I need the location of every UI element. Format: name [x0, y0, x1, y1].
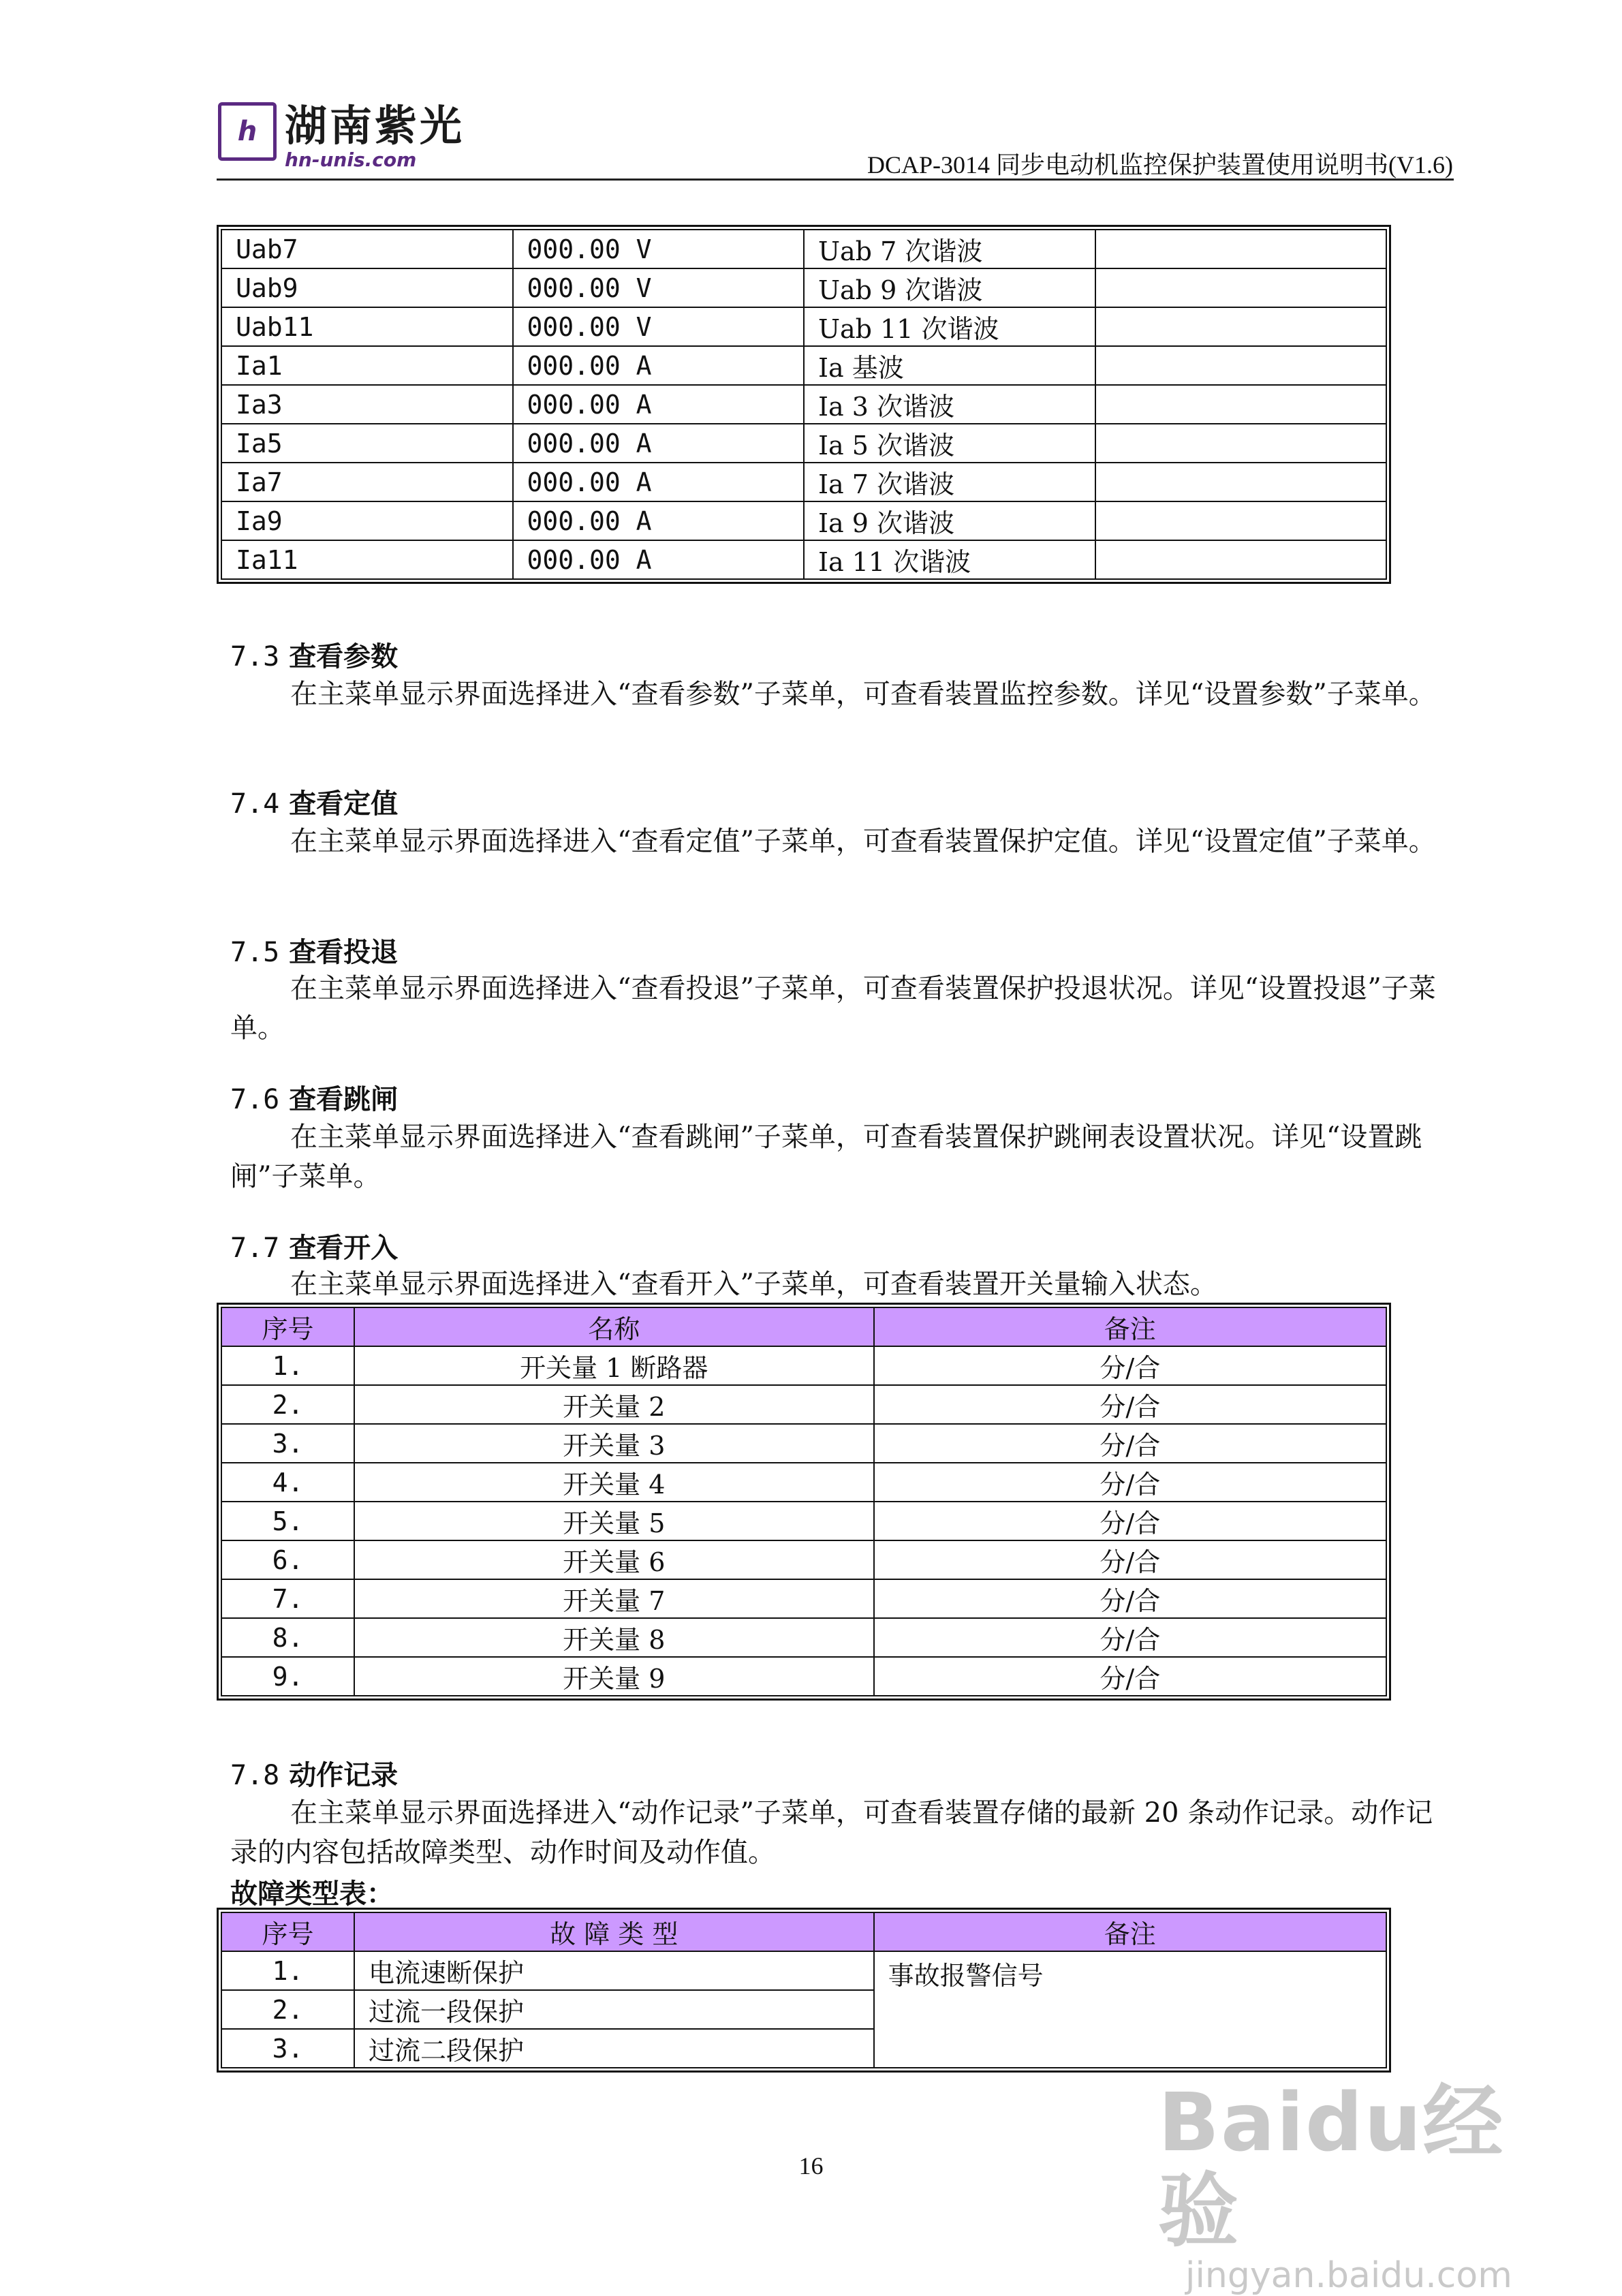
table-header-row: [221, 1307, 1386, 1346]
column-header-note: 备注: [874, 1912, 1386, 1951]
table-row: [221, 424, 1386, 463]
remark-cell: [1095, 540, 1387, 579]
section-7-5-text: 在主菜单显示界面选择进入“查看投退”子菜单，可查看装置保护投退状况。详见“设置投退”子菜单。: [230, 973, 1436, 1044]
signal-name-cell: Uab11: [221, 307, 513, 346]
description-cell: Ia 11 次谐波: [804, 540, 1095, 579]
remark-cell: [1095, 385, 1387, 424]
table-row: [221, 385, 1386, 424]
section-number: 7.3: [230, 641, 280, 672]
name-cell: 开关量 9: [354, 1657, 874, 1696]
table-row: [221, 346, 1386, 385]
value-cell: 000.00 A: [513, 346, 805, 385]
signal-name-cell: Ia3: [221, 385, 513, 424]
index-cell: 1.: [221, 1951, 354, 1990]
section-number: 7.6: [230, 1084, 280, 1115]
table-header-row: [221, 1912, 1386, 1951]
table-row: [221, 1385, 1386, 1424]
index-cell: 2.: [221, 1990, 354, 2029]
column-header-index: 序号: [221, 1307, 354, 1346]
index-cell: 3.: [221, 2029, 354, 2068]
column-header-index: 序号: [221, 1912, 354, 1951]
remark-cell: [1095, 346, 1387, 385]
section-7-3-title: [230, 635, 398, 674]
section-7-5-title: [230, 931, 398, 969]
note-cell: 分/合: [874, 1618, 1386, 1657]
value-cell: 000.00 A: [513, 385, 805, 424]
table-row: [221, 230, 1386, 268]
note-cell: 分/合: [874, 1385, 1386, 1424]
fault-type-cell: 电流速断保护: [354, 1951, 874, 1990]
section-number: 7.7: [230, 1232, 280, 1264]
table-row: [221, 540, 1386, 579]
description-cell: Ia 3 次谐波: [804, 385, 1095, 424]
index-cell: 1.: [221, 1346, 354, 1385]
note-cell: 分/合: [874, 1424, 1386, 1463]
fault-table-label: 故障类型表：: [230, 1878, 394, 1910]
section-7-7-text: 在主菜单显示界面选择进入“查看开入”子菜单，可查看装置开关量输入状态。: [290, 1269, 1217, 1300]
index-cell: 2.: [221, 1385, 354, 1424]
note-cell: 分/合: [874, 1657, 1386, 1696]
column-header-note: 备注: [874, 1307, 1386, 1346]
signal-name-cell: Uab7: [221, 230, 513, 268]
section-7-4-text: 在主菜单显示界面选择进入“查看定值”子菜单，可查看装置保护定值。详见“设置定值”子菜单。: [290, 826, 1436, 857]
company-name: 湖南紫光: [285, 101, 465, 151]
fault-type-cell: 过流一段保护: [354, 1990, 874, 2029]
remark-cell: [1095, 501, 1387, 540]
section-heading: 动作记录: [289, 1759, 399, 1791]
section-heading: 查看投退: [289, 936, 399, 968]
column-header-name: 名称: [354, 1307, 874, 1346]
description-cell: Ia 9 次谐波: [804, 501, 1095, 540]
table-row: [221, 1657, 1386, 1696]
name-cell: 开关量 2: [354, 1385, 874, 1424]
table-row: [221, 463, 1386, 501]
index-cell: 4.: [221, 1463, 354, 1502]
index-cell: 6.: [221, 1540, 354, 1579]
remark-cell: [1095, 463, 1387, 501]
section-7-6-title: [230, 1078, 398, 1117]
value-cell: 000.00 A: [513, 463, 805, 501]
section-number: 7.5: [230, 937, 280, 968]
section-7-8-title: [230, 1754, 398, 1793]
value-cell: 000.00 A: [513, 424, 805, 463]
name-cell: 开关量 3: [354, 1424, 874, 1463]
remark-cell: [1095, 307, 1387, 346]
table-row: [221, 1502, 1386, 1540]
signal-name-cell: Ia7: [221, 463, 513, 501]
note-cell: 事故报警信号: [874, 1951, 1386, 2068]
name-cell: 开关量 6: [354, 1540, 874, 1579]
section-heading: 查看开入: [289, 1232, 399, 1264]
name-cell: 开关量 8: [354, 1618, 874, 1657]
table-row: [221, 307, 1386, 346]
note-cell: 分/合: [874, 1463, 1386, 1502]
table-row: [221, 1579, 1386, 1618]
table-row: [221, 501, 1386, 540]
header-divider: [217, 179, 1454, 181]
table-row: [221, 1951, 1386, 1990]
description-cell: Ia 7 次谐波: [804, 463, 1095, 501]
table-row: [221, 1618, 1386, 1657]
index-cell: 8.: [221, 1618, 354, 1657]
name-cell: 开关量 1 断路器: [354, 1346, 874, 1385]
table-row: [221, 268, 1386, 307]
name-cell: 开关量 5: [354, 1502, 874, 1540]
section-number: 7.8: [230, 1760, 280, 1791]
section-7-3-text: 在主菜单显示界面选择进入“查看参数”子菜单，可查看装置监控参数。详见“设置参数”子菜单。: [290, 679, 1436, 710]
note-cell: 分/合: [874, 1502, 1386, 1540]
description-cell: Ia 基波: [804, 346, 1095, 385]
watermark-url: jingyan.baidu.com: [1185, 2255, 1512, 2296]
fault-type-table: [217, 1908, 1391, 2073]
section-7-6-text: 在主菜单显示界面选择进入“查看跳闸”子菜单，可查看装置保护跳闸表设置状况。详见“设置跳闸”子菜单。: [230, 1121, 1422, 1192]
value-cell: 000.00 V: [513, 230, 805, 268]
table-row: [221, 1540, 1386, 1579]
index-cell: 5.: [221, 1502, 354, 1540]
name-cell: 开关量 7: [354, 1579, 874, 1618]
signal-name-cell: Ia1: [221, 346, 513, 385]
value-cell: 000.00 V: [513, 307, 805, 346]
value-cell: 000.00 A: [513, 540, 805, 579]
table-row: [221, 1346, 1386, 1385]
description-cell: Ia 5 次谐波: [804, 424, 1095, 463]
note-cell: 分/合: [874, 1579, 1386, 1618]
section-heading: 查看跳闸: [289, 1083, 399, 1115]
baidu-watermark: [1158, 2075, 1567, 2296]
section-heading: 查看定值: [289, 788, 399, 820]
watermark-logo-text: Baidu经验: [1158, 2075, 1505, 2258]
harmonic-table: [217, 225, 1391, 584]
description-cell: Uab 9 次谐波: [804, 268, 1095, 307]
signal-name-cell: Uab9: [221, 268, 513, 307]
page-number: 16: [798, 2152, 824, 2179]
section-number: 7.4: [230, 788, 280, 820]
signal-name-cell: Ia5: [221, 424, 513, 463]
description-cell: Uab 7 次谐波: [804, 230, 1095, 268]
signal-name-cell: Ia9: [221, 501, 513, 540]
fault-type-cell: 过流二段保护: [354, 2029, 874, 2068]
note-cell: 分/合: [874, 1346, 1386, 1385]
remark-cell: [1095, 230, 1387, 268]
table-row: [221, 1463, 1386, 1502]
input-status-table: [217, 1303, 1391, 1701]
section-7-8-text: 在主菜单显示界面选择进入“动作记录”子菜单，可查看装置存储的最新 20 条动作记录。动作记录的内容包括故障类型、动作时间及动作值。: [230, 1797, 1433, 1868]
company-logo-mark: h: [218, 102, 277, 161]
value-cell: 000.00 V: [513, 268, 805, 307]
section-7-4-title: [230, 782, 398, 821]
remark-cell: [1095, 268, 1387, 307]
index-cell: 9.: [221, 1657, 354, 1696]
section-7-7-title: [230, 1226, 398, 1265]
value-cell: 000.00 A: [513, 501, 805, 540]
document-title: DCAP-3014 同步电动机监控保护装置使用说明书(V1.6): [867, 151, 1453, 179]
index-cell: 3.: [221, 1424, 354, 1463]
remark-cell: [1095, 424, 1387, 463]
name-cell: 开关量 4: [354, 1463, 874, 1502]
table-row: [221, 1424, 1386, 1463]
section-heading: 查看参数: [289, 640, 399, 672]
index-cell: 7.: [221, 1579, 354, 1618]
description-cell: Uab 11 次谐波: [804, 307, 1095, 346]
signal-name-cell: Ia11: [221, 540, 513, 579]
company-url: hn-unis.com: [285, 149, 417, 171]
note-cell: 分/合: [874, 1540, 1386, 1579]
column-header-fault-type: 故 障 类 型: [354, 1912, 874, 1951]
